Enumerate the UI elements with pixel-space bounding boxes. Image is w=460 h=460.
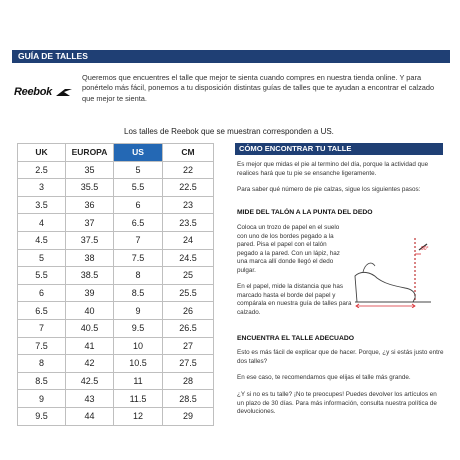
uk-cell: 3 <box>18 179 66 197</box>
europa-cell: 42.5 <box>66 372 114 390</box>
us-cell: 8 <box>114 267 163 285</box>
size-table-row <box>18 337 214 355</box>
us-cell: 8.5 <box>114 284 163 302</box>
cm-cell: 25.5 <box>163 284 214 302</box>
us-cell: 10 <box>114 337 163 355</box>
europa-cell: 38 <box>66 249 114 267</box>
measure-text-1: Coloca un trozo de papel en el suelo con uno de los bordes pegado a la pared. Pisa el papel con el talón pegado a la pared. Con un lápiz, haz una marca allí donde llegó el dedo pulgar. <box>237 224 340 274</box>
size-table-header-row <box>18 144 214 162</box>
uk-cell: 7 <box>18 319 66 337</box>
find-size-paragraph-3: ¿Y si no es tu talle? ¡No te preocupes! Puedes devolver los artículos en un plazo de 30 días. Para más información, consulta nuestra política de devoluciones. <box>237 391 437 416</box>
europa-cell: 37.5 <box>66 231 114 249</box>
size-guide-header: GUÍA DE TALLES <box>12 50 450 63</box>
us-cell: 10.5 <box>114 355 163 373</box>
size-table-row <box>18 214 214 232</box>
find-size-paragraph-2: En ese caso, te recomendamos que elijas el talle más grande. <box>237 374 411 381</box>
uk-cell: 6 <box>18 284 66 302</box>
us-cell: 7.5 <box>114 249 163 267</box>
cm-cell: 26.5 <box>163 319 214 337</box>
size-table-row <box>18 249 214 267</box>
uk-cell: 9 <box>18 390 66 408</box>
size-table-row <box>18 267 214 285</box>
europa-cell: 42 <box>66 355 114 373</box>
europa-cell: 39 <box>66 284 114 302</box>
find-size-heading: ENCUENTRA EL TALLE ADECUADO <box>237 335 355 342</box>
column-header-us: US <box>114 144 163 162</box>
size-table-row <box>18 284 214 302</box>
uk-cell: 7.5 <box>18 337 66 355</box>
europa-cell: 35 <box>66 161 114 179</box>
us-cell: 9.5 <box>114 319 163 337</box>
howto-paragraph-1: Es mejor que midas el pie al termino del día, porque la actividad que realices hará que tu pie se ensanche ligeramente. <box>237 161 429 177</box>
uk-cell: 8.5 <box>18 372 66 390</box>
size-table-row <box>18 231 214 249</box>
uk-cell: 3.5 <box>18 196 66 214</box>
size-table-row <box>18 179 214 197</box>
cm-cell: 22.5 <box>163 179 214 197</box>
howto-paragraph-2: Para saber qué número de pie calzas, sigue los siguientes pasos: <box>237 186 421 193</box>
uk-cell: 6.5 <box>18 302 66 320</box>
measure-heading: MIDE DEL TALÓN A LA PUNTA DEL DEDO <box>237 209 373 216</box>
uk-cell: 4 <box>18 214 66 232</box>
cm-cell: 23.5 <box>163 214 214 232</box>
column-header-europa: EUROPA <box>66 144 114 162</box>
us-cell: 6 <box>114 196 163 214</box>
column-header-uk: UK <box>18 144 66 162</box>
size-table <box>17 143 214 426</box>
cm-cell: 26 <box>163 302 214 320</box>
angle-label: 90° <box>421 246 429 252</box>
us-cell: 7 <box>114 231 163 249</box>
uk-cell: 8 <box>18 355 66 373</box>
cm-cell: 27.5 <box>163 355 214 373</box>
size-table-row <box>18 161 214 179</box>
cm-cell: 28.5 <box>163 390 214 408</box>
uk-cell: 4.5 <box>18 231 66 249</box>
europa-cell: 36 <box>66 196 114 214</box>
howto-title: CÓMO ENCONTRAR TU TALLE <box>235 143 443 155</box>
reebok-vector-icon <box>56 88 72 97</box>
us-cell: 11 <box>114 372 163 390</box>
cm-cell: 24.5 <box>163 249 214 267</box>
europa-cell: 38.5 <box>66 267 114 285</box>
brand-logo-text: Reebok <box>14 86 52 98</box>
table-caption: Los talles de Reebok que se muestran corresponden a US. <box>124 127 334 136</box>
cm-cell: 29 <box>163 407 214 425</box>
europa-cell: 44 <box>66 407 114 425</box>
europa-cell: 43 <box>66 390 114 408</box>
size-table-row <box>18 319 214 337</box>
size-table-row <box>18 355 214 373</box>
measure-text-2: En el papel, mide la distancia que has marcado hasta el borde del papel y compárala en nuestra guía de talles para calzado. <box>237 283 352 316</box>
find-size-paragraph-1: Esto es más fácil de explicar que de hacer. Porque, ¿y si estás justo entre dos talles? <box>237 349 444 365</box>
size-table-row <box>18 302 214 320</box>
europa-cell: 37 <box>66 214 114 232</box>
size-table-row <box>18 407 214 425</box>
brand-logo <box>14 86 72 98</box>
uk-cell: 9.5 <box>18 407 66 425</box>
intro-text: Queremos que encuentres el talle que mejor te sienta cuando compres en nuestra tienda online. Y para ponértelo más fácil, ponemos a tu disposición distintas guías de talles que te ayudan a encontrar el calzado que mejor te sienta. <box>82 73 435 103</box>
us-cell: 6.5 <box>114 214 163 232</box>
column-header-cm: CM <box>163 144 214 162</box>
cm-cell: 27 <box>163 337 214 355</box>
uk-cell: 5.5 <box>18 267 66 285</box>
europa-cell: 41 <box>66 337 114 355</box>
europa-cell: 40.5 <box>66 319 114 337</box>
cm-cell: 28 <box>163 372 214 390</box>
foot-measure-illustration <box>353 236 433 308</box>
size-table-row <box>18 390 214 408</box>
cm-cell: 24 <box>163 231 214 249</box>
us-cell: 5 <box>114 161 163 179</box>
cm-cell: 22 <box>163 161 214 179</box>
size-table-row <box>18 196 214 214</box>
us-cell: 12 <box>114 407 163 425</box>
size-table-row <box>18 372 214 390</box>
europa-cell: 35.5 <box>66 179 114 197</box>
europa-cell: 40 <box>66 302 114 320</box>
us-cell: 11.5 <box>114 390 163 408</box>
uk-cell: 2.5 <box>18 161 66 179</box>
us-cell: 9 <box>114 302 163 320</box>
cm-cell: 25 <box>163 267 214 285</box>
uk-cell: 5 <box>18 249 66 267</box>
us-cell: 5.5 <box>114 179 163 197</box>
size-table-body <box>18 161 214 425</box>
cm-cell: 23 <box>163 196 214 214</box>
